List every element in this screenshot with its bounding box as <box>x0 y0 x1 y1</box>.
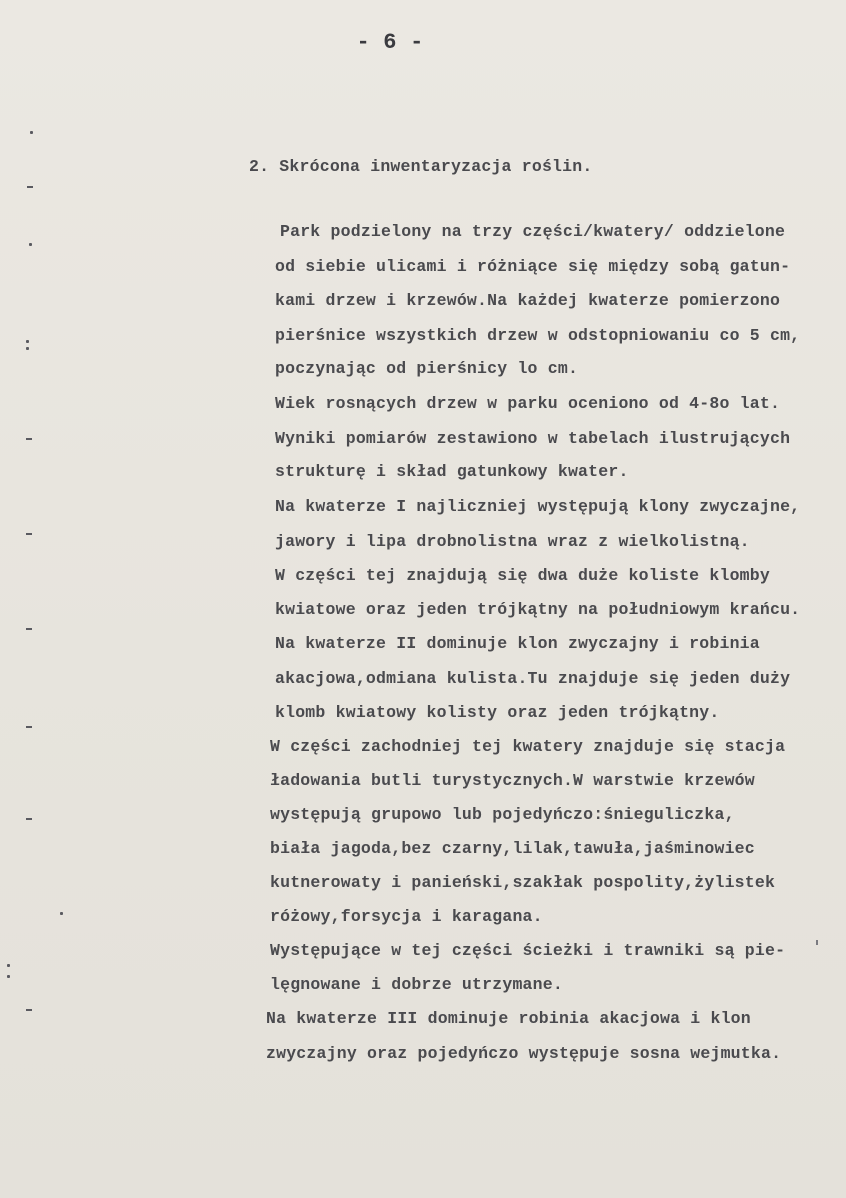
margin-dot <box>29 243 32 246</box>
text-line: kami drzew i krzewów.Na każdej kwaterze pomierzono <box>275 291 781 310</box>
text-line: Na kwaterze II dominuje klon zwyczajny i robinia <box>275 634 760 653</box>
text-line: ładowania butli turystycznych.W warstwie krzewów <box>270 771 755 790</box>
margin-dash <box>26 438 32 440</box>
text-line: strukturę i skład gatunkowy kwater. <box>275 462 629 481</box>
text-line: W części tej znajdują się dwa duże koliste klomby <box>275 566 770 585</box>
text-line: Występujące w tej części ścieżki i trawniki są pie- <box>270 941 786 960</box>
text-line: lęgnowane i dobrze utrzymane. <box>270 975 563 994</box>
margin-dash <box>26 1009 32 1011</box>
text-line: kutnerowaty i panieński,szakłak pospolity,żylistek <box>270 873 776 892</box>
text-line: zwyczajny oraz pojedyńczo występuje sosna wejmutka. <box>266 1044 782 1063</box>
margin-dash <box>26 726 32 728</box>
margin-dash <box>26 818 32 820</box>
text-line: Na kwaterze I najliczniej występują klony zwyczajne, <box>275 497 801 516</box>
margin-dot <box>26 340 29 343</box>
text-line: różowy,forsycja i karagana. <box>270 907 543 926</box>
paper-speck <box>816 940 818 945</box>
text-line: Park podzielony na trzy części/kwatery/ oddzielone <box>280 222 786 241</box>
text-line: W części zachodniej tej kwatery znajduje się stacja <box>270 737 786 756</box>
margin-dot <box>30 131 33 134</box>
text-line: kwiatowe oraz jeden trójkątny na południowym krańcu. <box>275 600 801 619</box>
text-line: poczynając od pierśnicy lo cm. <box>275 359 579 378</box>
text-line: Wiek rosnących drzew w parku oceniono od 4-8o lat. <box>275 394 781 413</box>
text-line: od siebie ulicami i różniące się między sobą gatun- <box>275 257 791 276</box>
margin-dot <box>7 975 10 978</box>
text-line: występują grupowo lub pojedyńczo:śnieguliczka, <box>270 805 735 824</box>
margin-dash <box>27 186 33 188</box>
text-line: Na kwaterze III dominuje robinia akacjowa i klon <box>266 1009 751 1028</box>
text-line: Wyniki pomiarów zestawiono w tabelach ilustrujących <box>275 429 791 448</box>
page-number: - 6 - <box>356 30 424 55</box>
text-line: jawory i lipa drobnolistna wraz z wielkolistną. <box>275 532 750 551</box>
text-line: akacjowa,odmiana kulista.Tu znajduje się jeden duży <box>275 669 791 688</box>
section-heading: 2. Skrócona inwentaryzacja roślin. <box>249 157 593 176</box>
text-line: klomb kwiatowy kolisty oraz jeden trójkątny. <box>275 703 720 722</box>
margin-dot <box>60 912 63 915</box>
margin-dash <box>26 628 32 630</box>
margin-dash <box>26 533 32 535</box>
left-margin-marks <box>0 0 60 1198</box>
text-line: pierśnice wszystkich drzew w odstopniowaniu co 5 cm, <box>275 326 801 345</box>
margin-dot <box>26 347 29 350</box>
text-line: biała jagoda,bez czarny,lilak,tawuła,jaśminowiec <box>270 839 755 858</box>
margin-dot <box>7 964 10 967</box>
